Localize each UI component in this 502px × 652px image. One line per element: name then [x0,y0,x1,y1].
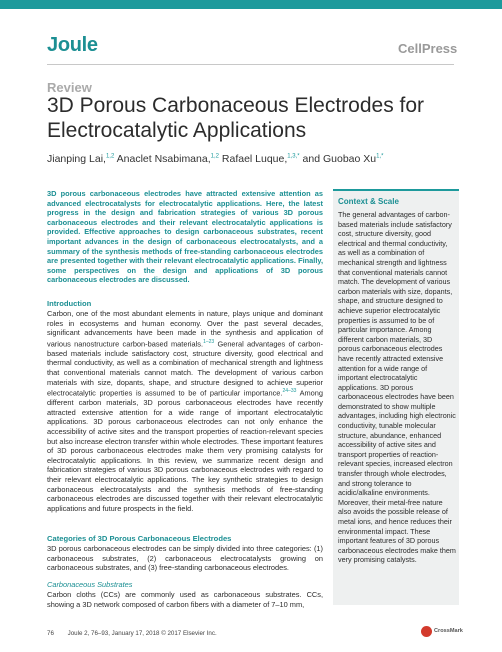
author-affiliation[interactable]: 1,2 [210,153,219,160]
author-name[interactable]: Anaclet Nsabimana, [116,153,211,165]
sidebar-accent-rule [333,189,459,191]
citation-line: Joule 2, 76–93, January 17, 2018 © 2017 Elsevier Inc. [67,630,217,637]
author-affiliation[interactable]: 1,2 [105,153,115,160]
citation-link[interactable]: 1–23 [203,338,215,345]
substrates-paragraph: Carbon cloths (CCs) are commonly used as carbonaceous substrates. CCs, showing a 3D network composed of carbon fibers with a diameter of 7–10 mm, [47,590,323,609]
categories-heading: Categories of 3D Porous Carbonaceous Electrodes [47,534,232,543]
author-affiliation[interactable]: 1,* [376,153,384,160]
intro-text-part: Among different carbon materials, 3D porous carbonaceous electrodes have recently attracted extensive attention for a wide range of important electrocatalytic applications. 3D porous carbonaceous electrodes can not only enhance the accessibility of active sites and the transport properties of reaction-relevant species but also increase electron transfer within whole electrodes. These important features of 3D porous carbonaceous electrodes make them very promising catalysts for electrocatalytic applications. In this review, we summarize recent design and fabrication strategies of various 3D porous carbonaceous electrodes with regard to their relevant electrocatalytic applications. The key synthetic strategies to design carbonaceous electrocatalysts and the synthesis methods of free-standing carbonaceous electrodes are discussed together with their relevant electrocatalytic applications and future prospects in the field. [47,388,324,513]
categories-paragraph: 3D porous carbonaceous electrodes can be simply divided into three categories: (1) carbonaceous substrates, (2) carbonaceous electrocatalysts growing on carbonaceous substrates, and (3) free-standing carbonaceous electrodes. [47,544,323,573]
substrates-subheading: Carbonaceous Substrates [47,580,133,589]
header-divider [47,64,454,65]
author-name[interactable]: and Guobao Xu [302,153,377,165]
page-footer [47,630,217,637]
crossmark-icon [421,626,432,637]
intro-text-part: Carbon, one of the most abundant elements in nature, plays unique and dominant roles in ecosystems and human economy. Over the past several decades, significant advancements have been made in the synthesis and application of various nanostructure carbon-based materials. [47,309,323,349]
context-scale-box [333,189,459,605]
header-accent-bar [0,0,502,9]
article-title: 3D Porous Carbonaceous Electrodes for Electrocatalytic Applications [47,94,425,142]
article-type-label: Review [47,80,92,95]
introduction-paragraph [47,309,323,513]
intro-text-part: General advantages of carbon-based materials include satisfactory cost, structure diversity, good electrical and thermal conductivity, as well as a combination of mechanical strength and lightness that conventional materials cannot match. The development of various carbon materials with size, dopants, shape, and structure designed to achieve superior electrocatalytic properties is assumed to be of particular importance. [47,339,323,398]
crossmark-label: CrossMark [434,628,463,634]
citation-link[interactable]: 24–33 [282,388,297,395]
page-number: 76 [47,630,54,637]
author-name[interactable]: Rafael Luque, [221,153,288,165]
author-list [47,153,383,165]
sidebar-title: Context & Scale [338,197,399,206]
abstract: 3D porous carbonaceous electrodes have attracted extensive attention as advanced electrocatalysts for electrocatalytic applications. Here, the latest progress in the design and fabrication strategies of various 3D porous carbonaceous electrodes and their relevant electrocatalytic applications is provided. Effective approaches to design carbonaceous substrates, recent important advances in the design of carbonaceous electrocatalysts, and a summary of the synthesis methods of free-standing carbonaceous electrodes are presented together with their relevant electrocatalytic applications. Finally, some perspectives on the design and applications of 3D porous carbonaceous electrodes are discussed. [47,189,323,285]
publisher-logo[interactable]: CellPress [398,41,458,56]
author-affiliation[interactable]: 1,3,* [287,153,300,160]
author-name[interactable]: Jianping Lai, [47,153,106,165]
journal-logo[interactable]: Joule [47,34,98,56]
introduction-heading: Introduction [47,299,92,308]
sidebar-text: The general advantages of carbon-based materials include satisfactory cost, structure diversity, good electrical and thermal conductivity, as well as a combination of mechanical strength and lightness that conventional materials cannot match. The development of various carbon materials with size, dopants, shape, and structure designed to achieve superior electrocatalytic properties is assumed to be of particular importance. Among different carbon materials, 3D porous carbonaceous electrodes have recently attracted extensive attention for a wide range of important electrocatalytic applications. 3D porous carbonaceous electrodes have been demonstrated to show multiple advantages, including high electronic conductivity, tunable molecular structure, abundance, enhanced accessibility of active sites and transport properties of reaction-relevant species, increased electron transfer through whole electrodes, and strong tolerance to acidic/alkaline environments. Moreover, their metal-free nature also avoids the possible release of metal ions, and hence reduces their environmental impact. These important features of 3D porous carbonaceous electrodes make them very promising catalysts. [338,210,456,565]
crossmark-badge[interactable] [421,626,461,638]
